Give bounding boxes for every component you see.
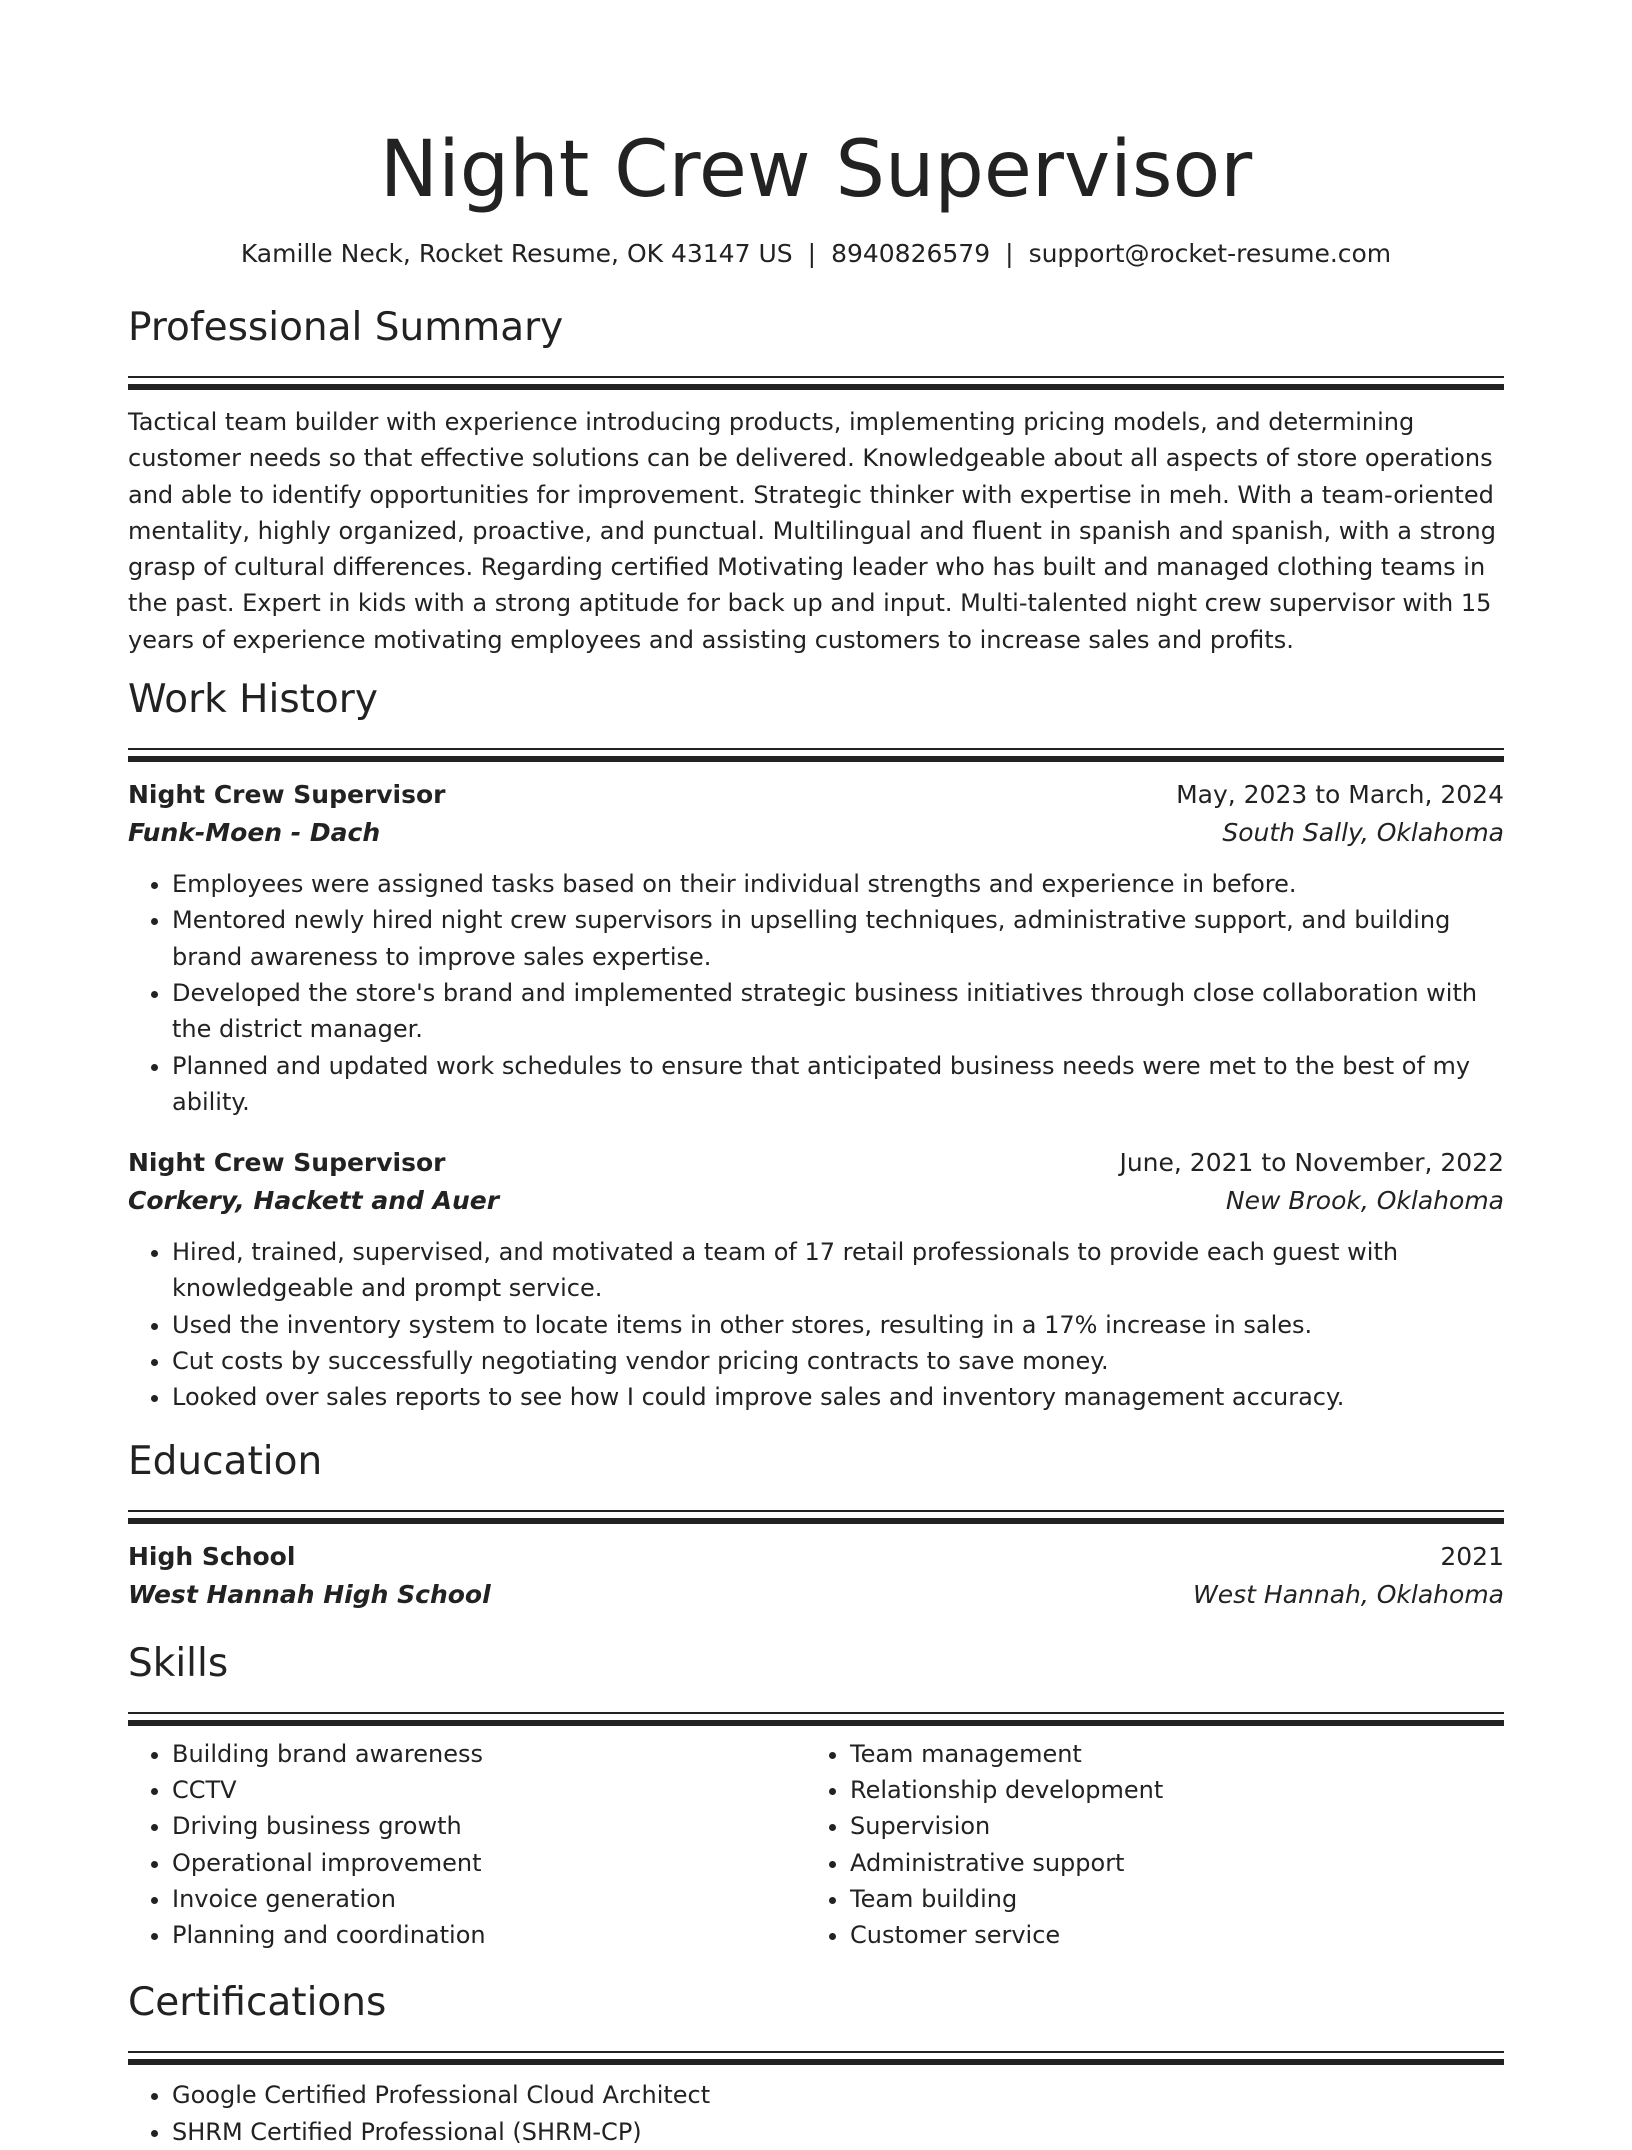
contact-address: Kamille Neck, Rocket Resume, OK 43147 US — [240, 239, 793, 268]
education-heading: Education — [128, 1438, 323, 1484]
skill-item: • Supervision — [850, 1808, 1484, 1844]
skill-item: • Operational improvement — [172, 1845, 806, 1881]
job-location: South Sally, Oklahoma — [1222, 818, 1504, 848]
summary-text: Tactical team builder with experience introducing products, implementing pricing models, and determining customer needs so that effective solutions can be delivered. Knowledgeable about all aspects of store operations and able to identify opportunities for improvement. Strategic thinker with expertise in meh. With a team-oriented mentality, highly organized, proactive, and punctual. Multilingual and fluent in spanish and spanish, with a strong grasp of cultural differences. Regarding certified Motivating leader who has built and managed clothing teams in the past. Expert in kids with a strong aptitude for back up and input. Multi-talented night crew supervisor with 15 years of experience motivating employees and assisting customers to increase sales and profits. — [128, 408, 1496, 654]
skill-item: • Administrative support — [850, 1845, 1484, 1881]
skill-item: • Building brand awareness — [172, 1736, 806, 1772]
job-bullets — [128, 866, 1504, 1120]
job-employer: Funk-Moen - Dach — [128, 818, 381, 848]
summary-heading: Professional Summary — [128, 305, 564, 350]
resume-title: Night Crew Supervisor — [379, 125, 1253, 215]
list-item: • Looked over sales reports to see how I could improve sales and inventory management accuracy. — [172, 1379, 1504, 1415]
skills-heading: Skills — [128, 1640, 229, 1686]
list-item: • Developed the store's brand and implemented strategic business initiatives through close collaboration with the district manager. — [172, 975, 1504, 1048]
list-item: • Used the inventory system to locate items in other stores, resulting in a 17% increase in sales. — [172, 1307, 1504, 1343]
section-divider — [128, 376, 1504, 390]
section-divider — [128, 2051, 1504, 2065]
certification-item: • Google Certified Professional Cloud Architect — [172, 2077, 1504, 2113]
skill-item: • Driving business growth — [172, 1808, 806, 1844]
education-school: West Hannah High School — [128, 1579, 491, 1609]
job-employer: Corkery, Hackett and Auer — [128, 1186, 500, 1216]
skills-column-right — [806, 1736, 1484, 1954]
contact-email: support@rocket-resume.com — [1028, 239, 1392, 268]
skill-item: • Customer service — [850, 1917, 1484, 1953]
contact-separator: | — [807, 239, 817, 268]
job-bullets — [128, 1234, 1504, 1415]
job-entry — [128, 776, 1504, 1120]
education-location: West Hannah, Oklahoma — [1193, 1579, 1504, 1609]
section-divider — [128, 1510, 1504, 1524]
education-year: 2021 — [1440, 1541, 1504, 1571]
job-location: New Brook, Oklahoma — [1225, 1186, 1504, 1216]
work-history-heading: Work History — [128, 677, 378, 723]
skill-item: • Team management — [850, 1736, 1484, 1772]
list-item: • Mentored newly hired night crew supervisors in upselling techniques, administrative support, and building brand awareness to improve sales expertise. — [172, 902, 1504, 975]
skill-item: • Invoice generation — [172, 1881, 806, 1917]
section-divider — [128, 748, 1504, 762]
summary-section — [128, 304, 1504, 658]
education-section — [128, 1438, 1504, 1614]
skills-grid — [128, 1736, 1504, 1954]
list-item: • Employees were assigned tasks based on their individual strengths and experience in before. — [172, 866, 1504, 902]
job-title: Night Crew Supervisor — [128, 1148, 446, 1178]
work-history-section — [128, 676, 1504, 1416]
skill-item: • Relationship development — [850, 1772, 1484, 1808]
skills-section — [128, 1640, 1504, 1954]
certifications-list — [128, 2077, 1504, 2150]
certifications-section — [128, 1979, 1504, 2150]
job-title: Night Crew Supervisor — [128, 780, 446, 810]
resume-page — [128, 0, 1504, 2150]
section-divider — [128, 1712, 1504, 1726]
job-entry — [128, 1144, 1504, 1415]
skill-item: • Team building — [850, 1881, 1484, 1917]
skills-column-left — [128, 1736, 806, 1954]
skill-item: • CCTV — [172, 1772, 806, 1808]
contact-phone: 8940826579 — [831, 239, 991, 268]
certifications-heading: Certifications — [128, 1980, 387, 2026]
list-item: • Planned and updated work schedules to ensure that anticipated business needs were met to the best of my ability. — [172, 1048, 1504, 1121]
list-item: • Hired, trained, supervised, and motivated a team of 17 retail professionals to provide each guest with knowledgeable and prompt service. — [172, 1234, 1504, 1307]
contact-separator: | — [1005, 239, 1014, 268]
job-dates: June, 2021 to November, 2022 — [1119, 1148, 1504, 1178]
list-item: • Cut costs by successfully negotiating vendor pricing contracts to save money. — [172, 1343, 1504, 1379]
certification-item: • SHRM Certified Professional (SHRM-CP) — [172, 2114, 1504, 2150]
job-dates: May, 2023 to March, 2024 — [1176, 780, 1504, 810]
skill-item: • Planning and coordination — [172, 1917, 806, 1953]
education-degree: High School — [128, 1541, 296, 1571]
contact-line — [128, 238, 1504, 270]
